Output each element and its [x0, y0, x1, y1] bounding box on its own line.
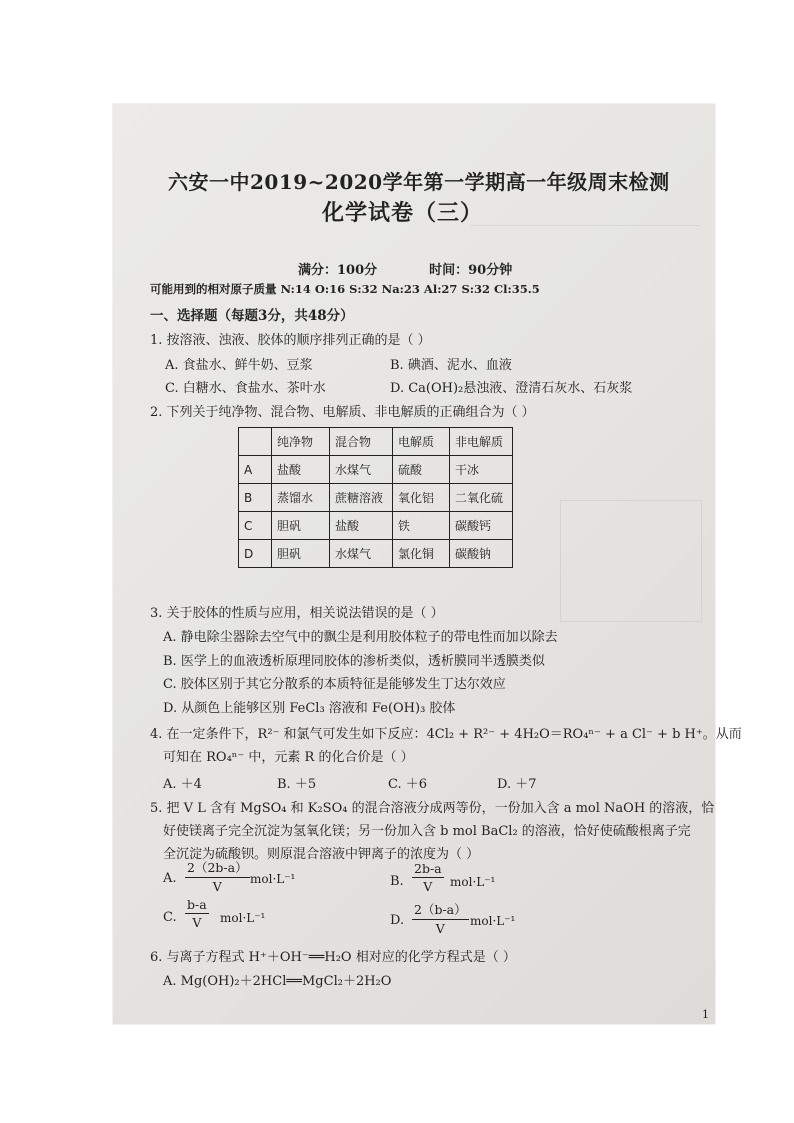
- table-cell: A: [239, 456, 272, 484]
- table-cell: 碳酸钙: [450, 512, 513, 540]
- table-cell: 纯净物: [272, 428, 330, 456]
- q3-stem: 3. 关于胶体的性质与应用，相关说法错误的是（ ）: [150, 606, 444, 621]
- table-cell: 蒸馏水: [272, 484, 330, 512]
- table-cell: 氯化铜: [393, 540, 450, 568]
- q1-option-a: A. 食盐水、鲜牛奶、豆浆: [165, 358, 313, 373]
- fraction-numerator: b-a: [187, 897, 207, 912]
- fraction-denominator: V: [212, 879, 222, 894]
- table-header-row: [239, 428, 513, 456]
- exam-title: 六安一中2019~2020学年第一学期高一年级周末检测: [168, 170, 670, 194]
- table-row: [239, 484, 513, 512]
- q5-option-d-fraction: [412, 900, 469, 936]
- q3-option-a: A. 静电除尘器除去空气中的飘尘是利用胶体粒子的带电性而加以除去: [163, 630, 558, 645]
- q1-stem: 1. 按溶液、浊液、胶体的顺序排列正确的是（ ）: [150, 333, 431, 348]
- q5-option-d-label: D.: [390, 913, 405, 928]
- full-score: 满分：100分: [298, 263, 378, 278]
- q5-option-c-unit: mol·L⁻¹: [220, 911, 266, 925]
- q5-option-c-label: C.: [163, 910, 177, 925]
- fraction-numerator: 2（b-a）: [412, 900, 469, 920]
- q1-option-c: C. 白糖水、食盐水、茶叶水: [165, 381, 326, 396]
- q5-line1: 5. 把 V L 含有 MgSO₄ 和 K₂SO₄ 的混合溶液分成两等份，一份加入含 a mol NaOH 的溶液，恰: [150, 801, 715, 816]
- table-cell: 二氧化硫: [450, 484, 513, 512]
- table-cell: 铁: [393, 512, 450, 540]
- atomic-masses: 可能用到的相对原子质量 N:14 O:16 S:32 Na:23 Al:27 S:32 Cl:35.5: [150, 282, 540, 296]
- q4-line2: 可知在 RO₄ⁿ⁻ 中，元素 R 的化合价是（ ）: [163, 750, 414, 765]
- q6-stem: 6. 与离子方程式 H⁺＋OH⁻══H₂O 相对应的化学方程式是（ ）: [150, 950, 516, 965]
- table-cell: 水煤气: [330, 540, 393, 568]
- q3-option-b: B. 医学上的血液透析原理同胶体的渗析类似，透析膜同半透膜类似: [163, 654, 545, 669]
- section-title: 一、选择题（每题3分，共48分）: [150, 308, 354, 324]
- table-cell: 碳酸钠: [450, 540, 513, 568]
- table-cell: 氧化铝: [393, 484, 450, 512]
- q4-option-d: D. ＋7: [497, 777, 537, 792]
- table-cell: 电解质: [393, 428, 450, 456]
- table-row: [239, 456, 513, 484]
- table-cell: 盐酸: [330, 512, 393, 540]
- table-cell: D: [239, 540, 272, 568]
- table-cell: 非电解质: [450, 428, 513, 456]
- table-cell: B: [239, 484, 272, 512]
- q5-line2: 好使镁离子完全沉淀为氢氧化镁；另一份加入含 b mol BaCl₂ 的溶液，恰好使硫酸根离子完: [163, 824, 691, 839]
- table-row: [239, 540, 513, 568]
- q1-option-d: D. Ca(OH)₂悬浊液、澄清石灰水、石灰浆: [390, 381, 633, 396]
- q3-option-d: D. 从颜色上能够区别 FeCl₃ 溶液和 Fe(OH)₃ 胶体: [163, 701, 456, 716]
- q5-option-a-label: A.: [163, 871, 177, 886]
- q6-option-a: A. Mg(OH)₂＋2HCl══MgCl₂＋2H₂O: [163, 974, 392, 989]
- q4-option-b: B. ＋5: [277, 777, 317, 792]
- q5-option-a-fraction: [185, 858, 250, 894]
- fraction-numerator: 2（2b-a）: [185, 858, 250, 878]
- table-cell: [239, 428, 272, 456]
- q5-option-b-fraction: [412, 861, 444, 894]
- q5-option-b-label: B.: [390, 874, 404, 889]
- bleed-through-mark: [470, 225, 700, 236]
- page-number: 1: [702, 1008, 709, 1021]
- q4-line1: 4. 在一定条件下，R²⁻ 和氯气可发生如下反应：4Cl₂ + R²⁻ + 4H₂O＝RO₄ⁿ⁻ + a Cl⁻ + b H⁺。从而: [150, 727, 742, 742]
- table-cell: C: [239, 512, 272, 540]
- fraction-numerator: 2b-a: [414, 861, 442, 876]
- q5-line3: 全沉淀为硫酸钡。则原混合溶液中钾离子的浓度为（ ）: [163, 847, 480, 862]
- bleed-through-mark: [560, 500, 702, 622]
- q2-stem: 2. 下列关于纯净物、混合物、电解质、非电解质的正确组合为（ ）: [150, 405, 535, 420]
- q5-option-d-unit: mol·L⁻¹: [470, 914, 516, 928]
- table-cell: 胆矾: [272, 540, 330, 568]
- fraction-denominator: V: [435, 921, 445, 936]
- fraction-denominator: V: [192, 915, 202, 930]
- table-cell: 混合物: [330, 428, 393, 456]
- exam-meta: [298, 259, 564, 278]
- table-cell: 水煤气: [330, 456, 393, 484]
- q1-option-b: B. 碘酒、泥水、血液: [390, 358, 512, 373]
- q3-option-c: C. 胶体区别于其它分散系的本质特征是能够发生丁达尔效应: [163, 677, 506, 692]
- table-cell: 蔗糖溶液: [330, 484, 393, 512]
- table-cell: 盐酸: [272, 456, 330, 484]
- table-cell: 胆矾: [272, 512, 330, 540]
- q4-option-a: A. ＋4: [163, 777, 202, 792]
- exam-subtitle: 化学试卷（三）: [322, 200, 484, 226]
- table-cell: 硫酸: [393, 456, 450, 484]
- table-row: [239, 512, 513, 540]
- exam-time: 时间：90分钟: [429, 263, 513, 278]
- q5-option-a-unit: mol·L⁻¹: [250, 872, 296, 886]
- q5-option-b-unit: mol·L⁻¹: [450, 875, 496, 889]
- q2-table: [238, 427, 513, 568]
- table-cell: 干冰: [450, 456, 513, 484]
- q4-option-c: C. ＋6: [388, 777, 428, 792]
- q5-option-c-fraction: [185, 897, 209, 930]
- fraction-denominator: V: [423, 879, 433, 894]
